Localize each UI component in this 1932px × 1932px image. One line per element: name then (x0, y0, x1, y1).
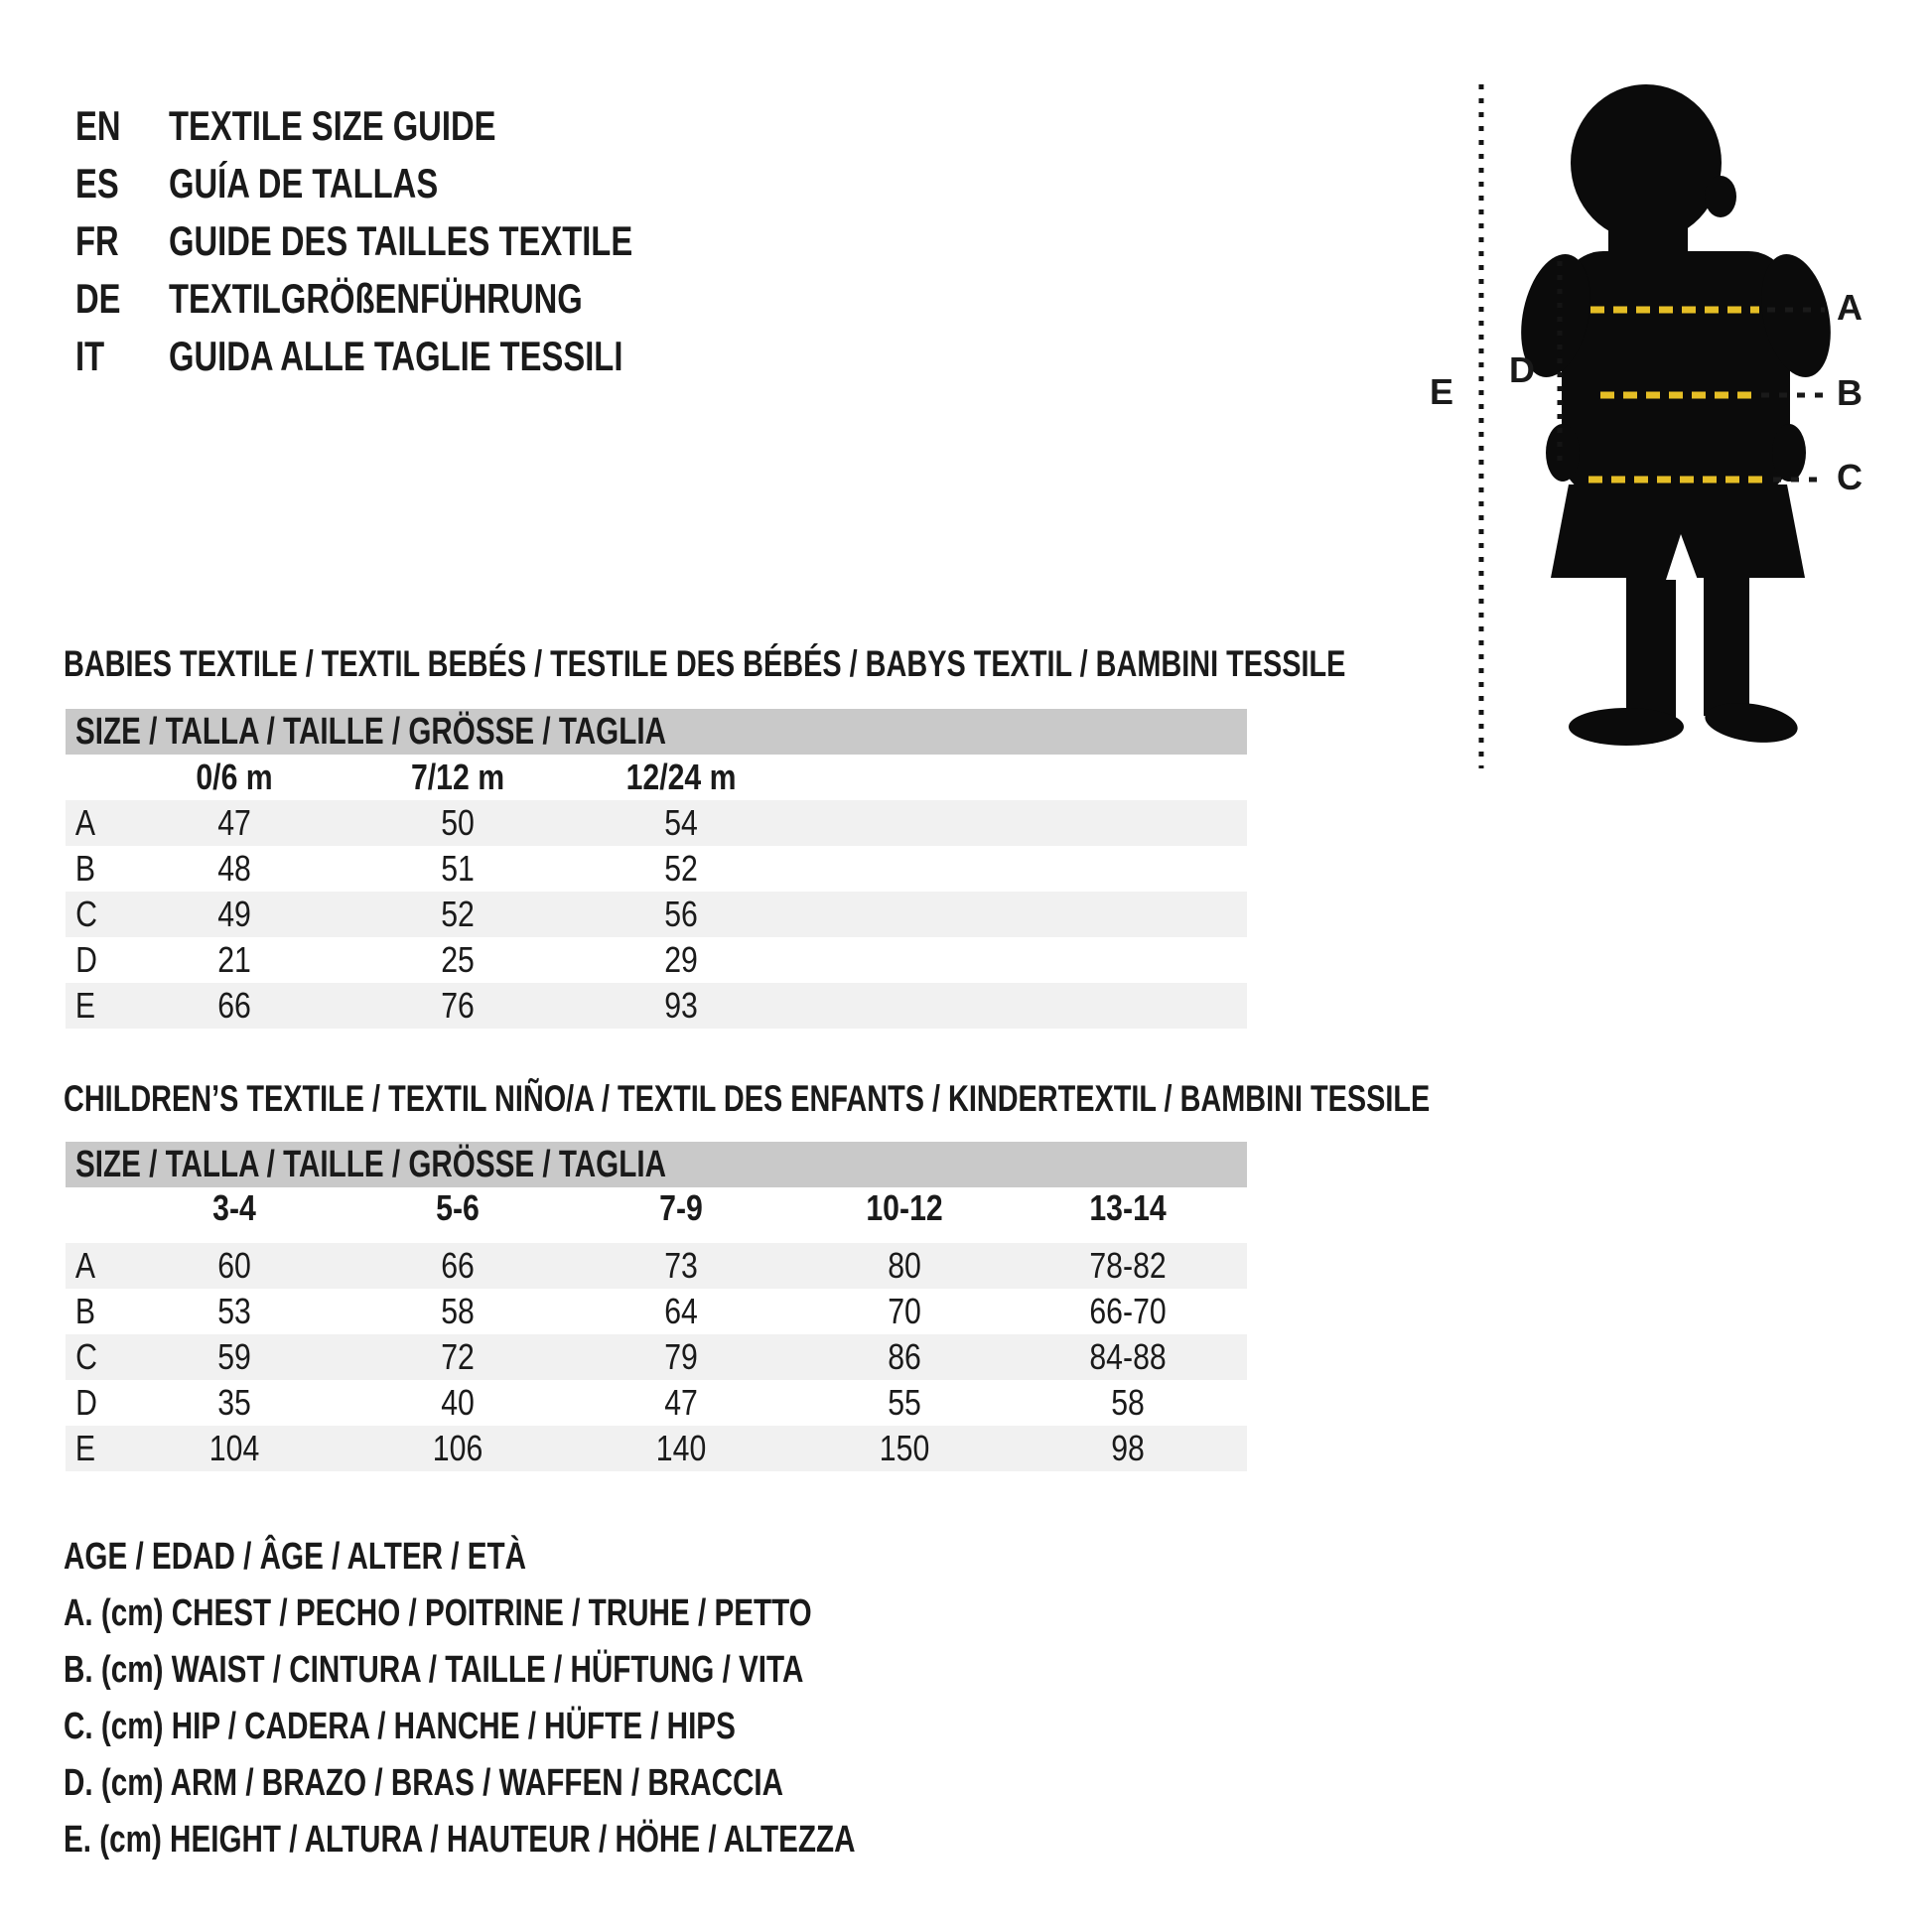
children-table-header-band: SIZE / TALLA / TAILLE / GRÖSSE / TAGLIA (66, 1142, 1247, 1187)
babies-table-rows (66, 800, 1247, 1029)
legend-age-line: AGE / EDAD / ÂGE / ALTER / ETÀ (64, 1536, 527, 1578)
legend-height-line: E. (cm) HEIGHT / ALTURA / HAUTEUR / HÖHE / ALTEZZA (64, 1819, 856, 1861)
page-title-es: GUÍA DE TALLAS (169, 160, 439, 207)
legend-waist-line: B. (cm) WAIST / CINTURA / TAILLE / HÜFTUNG / VITA (64, 1649, 804, 1691)
measure-label-a: A (1837, 287, 1863, 328)
lang-code-it: IT (75, 333, 105, 379)
table-row: E 66 76 93 (66, 983, 1247, 1029)
children-col-3-4: 3-4 (212, 1187, 257, 1228)
language-title-list (75, 97, 763, 385)
lang-code-en: EN (75, 102, 121, 149)
table-row: C 59 72 79 86 84-88 (66, 1334, 1247, 1380)
children-col-10-12: 10-12 (866, 1187, 944, 1228)
page-title-fr: GUIDE DES TAILLES TEXTILE (169, 217, 633, 264)
babies-col-0-6m: 0/6 m (196, 757, 274, 797)
measure-label-e: E (1430, 371, 1454, 412)
babies-table-header-band: SIZE / TALLA / TAILLE / GRÖSSE / TAGLIA (66, 709, 1247, 755)
table-row: E 104 106 140 150 98 (66, 1426, 1247, 1471)
page-title-en: TEXTILE SIZE GUIDE (169, 102, 496, 149)
table-row: A 60 66 73 80 78-82 (66, 1243, 1247, 1289)
measure-label-b: B (1837, 372, 1863, 413)
legend-arm-line: D. (cm) ARM / BRAZO / BRAS / WAFFEN / BRACCIA (64, 1762, 784, 1804)
children-col-7-9: 7-9 (659, 1187, 704, 1228)
lang-code-es: ES (75, 160, 119, 207)
lang-row-fr (75, 212, 763, 270)
table-row: D 21 25 29 (75, 939, 699, 980)
children-size-columns (66, 1185, 1247, 1231)
measure-label-c: C (1837, 457, 1863, 497)
children-col-5-6: 5-6 (436, 1187, 481, 1228)
lang-code-de: DE (75, 275, 121, 322)
measure-label-d: D (1509, 349, 1535, 390)
table-row: D 35 40 47 55 58 (75, 1382, 1146, 1423)
children-table-title: CHILDREN’S TEXTILE / TEXTIL NIÑO/A / TEXTIL DES ENFANTS / KINDERTEXTIL / BAMBINI TESSILE (64, 1078, 1431, 1119)
measurement-legend (64, 1529, 1078, 1868)
children-col-13-14: 13-14 (1089, 1187, 1168, 1228)
table-row: B 48 51 52 (74, 848, 699, 889)
lang-row-it (75, 328, 763, 385)
page-title-de: TEXTILGRÖßENFÜHRUNG (169, 275, 583, 322)
babies-col-12-24m: 12/24 m (626, 757, 737, 797)
lang-row-en (75, 97, 763, 155)
legend-chest-line: A. (cm) CHEST / PECHO / POITRINE / TRUHE / PETTO (64, 1592, 812, 1634)
children-table-rows (66, 1243, 1247, 1471)
page-title-it: GUIDA ALLE TAGLIE TESSILI (169, 333, 623, 379)
lang-row-es (75, 155, 763, 212)
legend-hip-line: C. (cm) HIP / CADERA / HANCHE / HÜFTE / HIPS (64, 1706, 736, 1747)
lang-code-fr: FR (75, 217, 119, 264)
babies-size-columns (66, 755, 1247, 800)
table-row: B 53 58 64 70 66-70 (74, 1291, 1168, 1331)
babies-table-title: BABIES TEXTILE / TEXTIL BEBÉS / TESTILE DES BÉBÉS / BABYS TEXTIL / BAMBINI TESSILE (64, 643, 1346, 684)
table-row: C 49 52 56 (66, 892, 1247, 937)
lang-row-de (75, 270, 763, 328)
table-row: A 47 50 54 (66, 800, 1247, 846)
babies-col-7-12m: 7/12 m (411, 757, 505, 797)
